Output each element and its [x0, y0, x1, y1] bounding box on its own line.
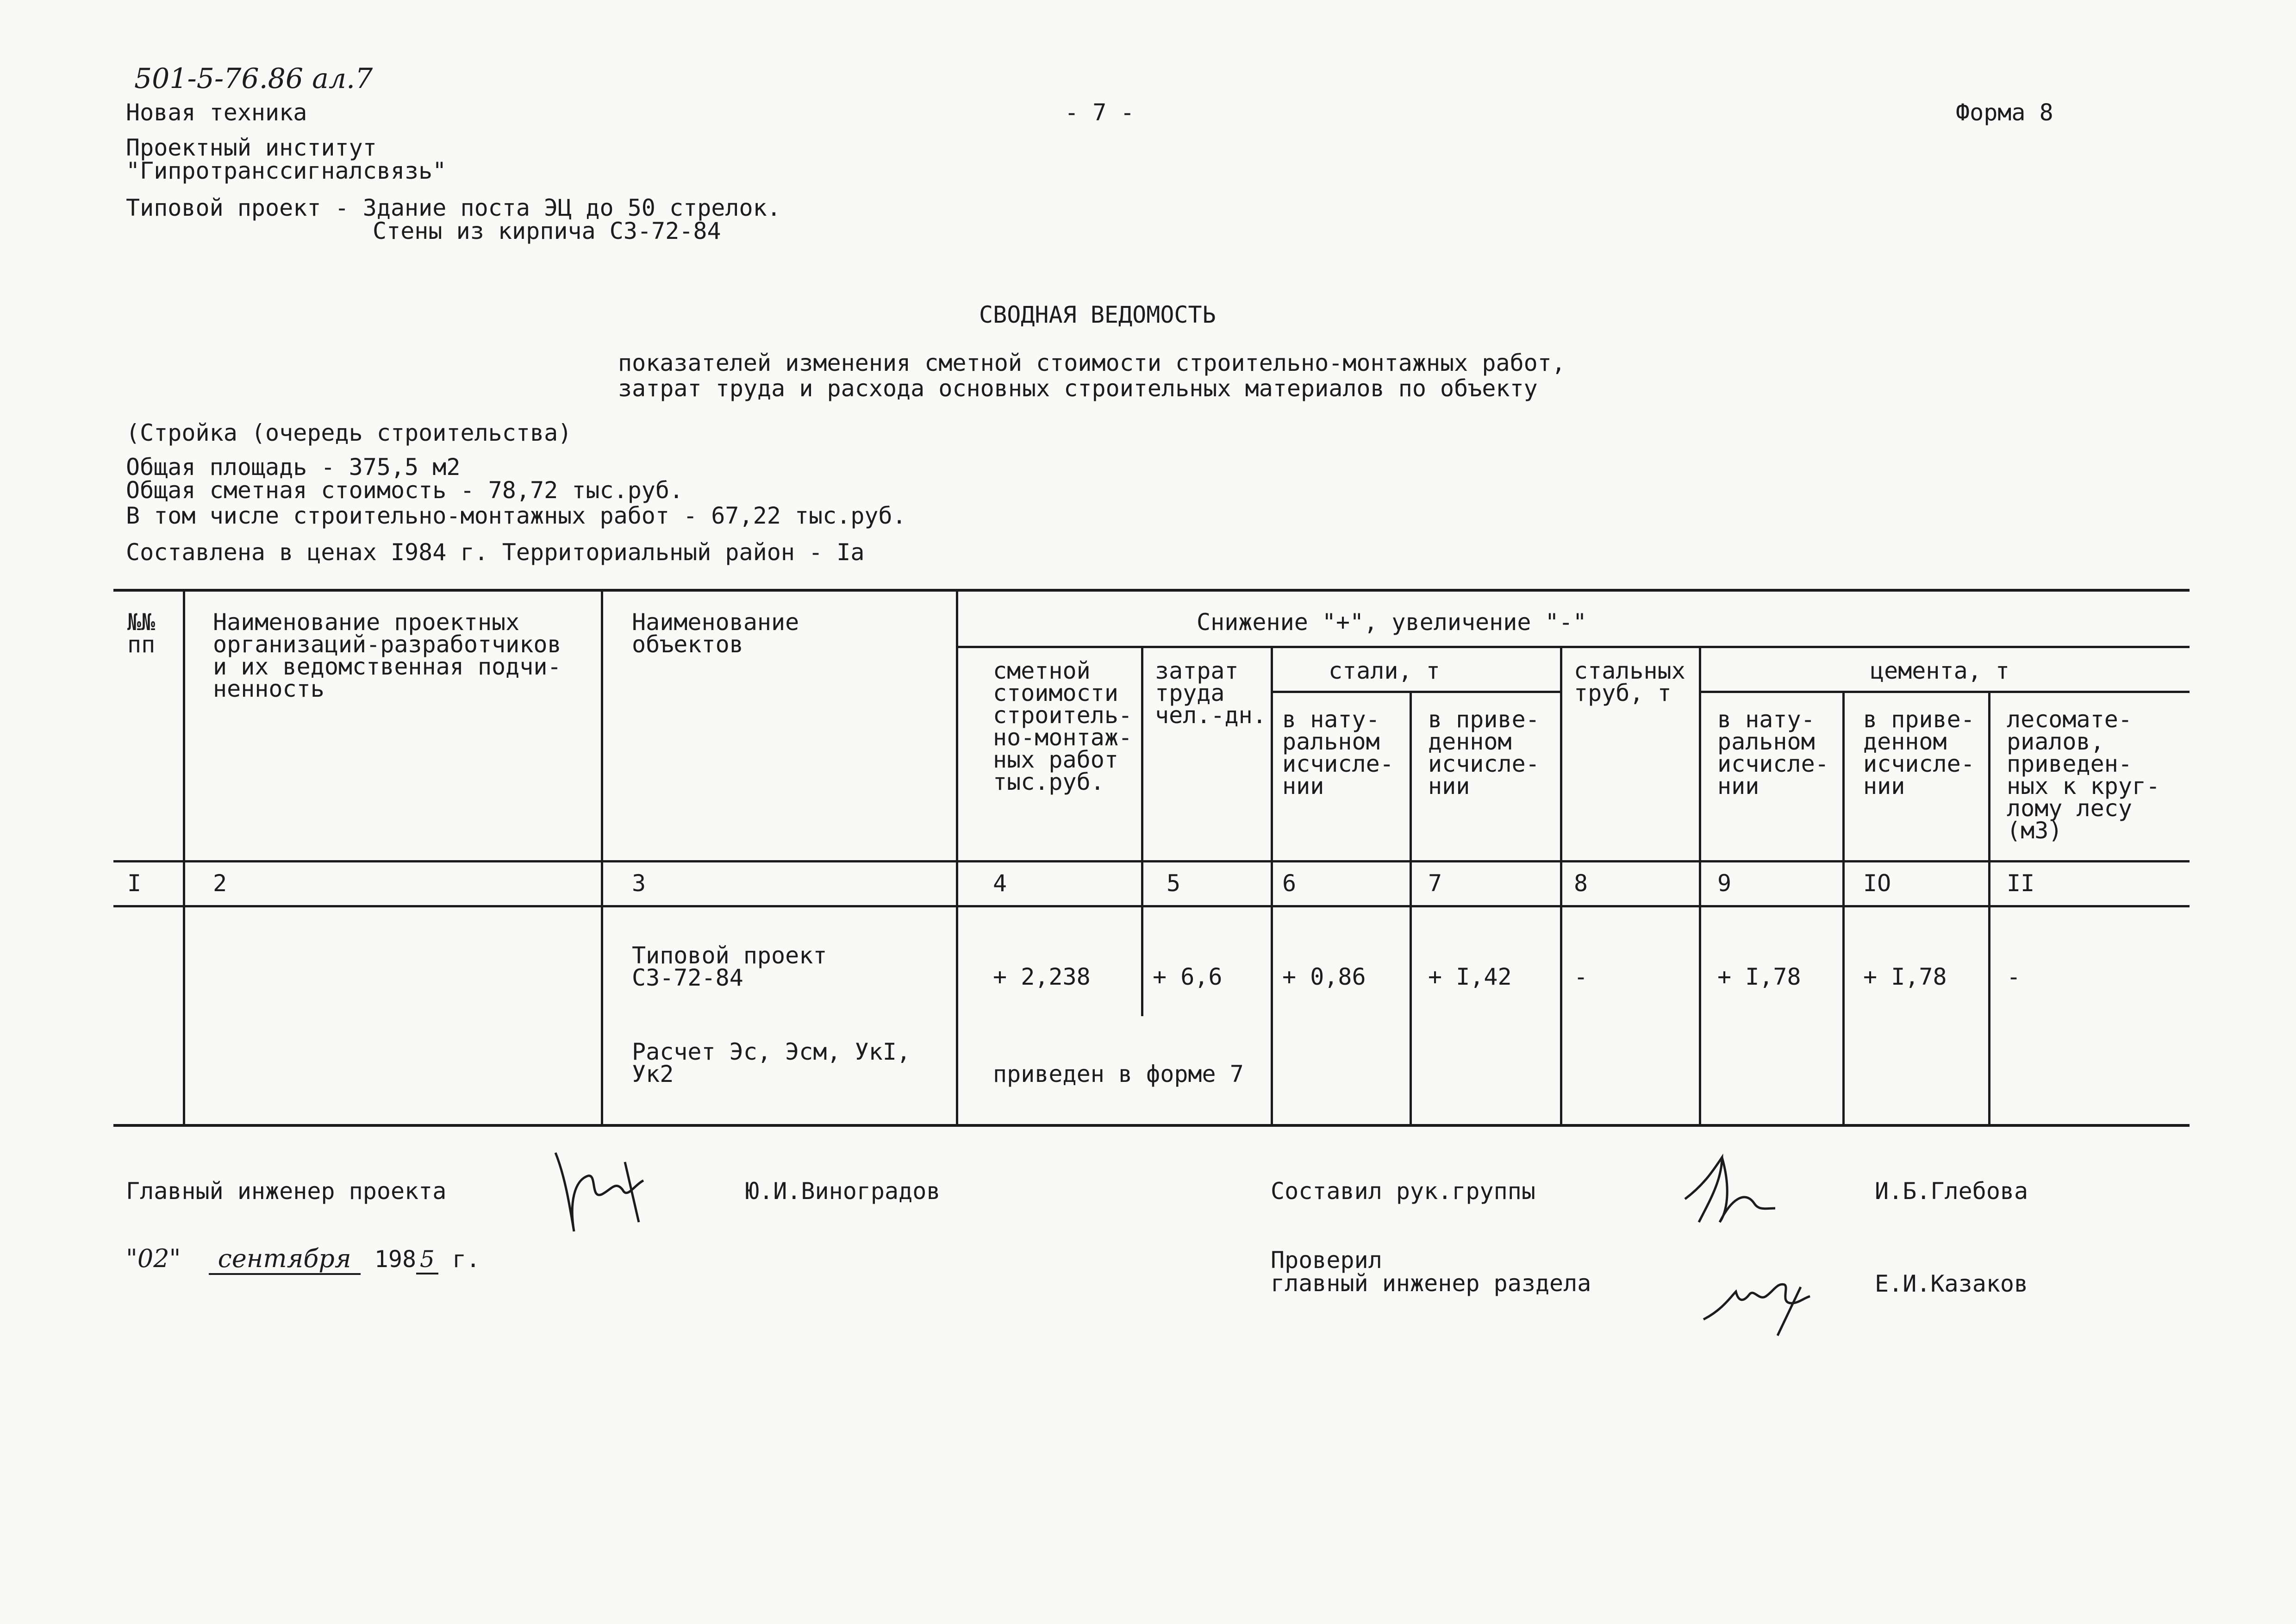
value-cement-reduced: + I,78: [1863, 963, 1947, 990]
column-number-4: 4: [993, 870, 1007, 897]
header-col-cement-reduced: в приве- денном исчисле- нии: [1863, 706, 1975, 800]
header-cement: цемента, т: [1870, 657, 2010, 684]
compiled-by-name: И.Б.Глебова: [1875, 1178, 2028, 1205]
table-bottom-border: [113, 1124, 2190, 1127]
col-divider-3: [956, 589, 958, 1126]
header-col-organizations: Наименование проектных организаций-разработчиков и их ведомственная подчи- ненность: [213, 609, 562, 702]
header-col-labor: затрат труда чел.-дн.: [1155, 657, 1267, 729]
value-steel-reduced: + I,42: [1428, 963, 1512, 990]
project-line-2: Стены из кирпича СЗ-72-84: [373, 218, 721, 244]
column-number-8: 8: [1574, 870, 1588, 897]
value-steel-pipes: -: [1574, 963, 1588, 990]
column-number-9: 9: [1717, 870, 1732, 897]
total-area: Общая площадь - 375,5 м2: [126, 454, 461, 481]
compiled-by-label: Составил рук.группы: [1271, 1178, 1535, 1205]
col-divider-2: [601, 589, 603, 1126]
subtitle-line-2: затрат труда и расхода основных строительных материалов по объекту: [618, 375, 1538, 402]
col-divider-6: [1410, 691, 1412, 1125]
table-top-border: [113, 589, 2190, 592]
header-col-estimated-cost: сметной стоимости строитель- но-монтаж- ных работ тыс.руб.: [993, 657, 1133, 795]
handwritten-reference: 501-5-76.86 ал.7: [134, 62, 373, 95]
col-divider-9: [1842, 691, 1845, 1125]
object-name: Типовой проект СЗ-72-84: [632, 942, 827, 991]
column-number-6: 6: [1282, 870, 1297, 897]
header-col-steel-pipes: стальных труб, т: [1574, 657, 1685, 706]
date-month: сентября: [209, 1244, 361, 1275]
header-steel: стали, т: [1329, 657, 1440, 684]
value-steel-natural: + 0,86: [1282, 963, 1366, 990]
institute-line-1: Проектный институт: [126, 134, 377, 161]
date-year-digit: 5: [416, 1246, 438, 1274]
value-estimated-cost: + 2,238: [993, 963, 1091, 990]
header-col-steel-natural: в нату- ральном исчисле- нии: [1282, 706, 1394, 800]
date-year-prefix: 198: [374, 1246, 417, 1273]
construction-label: (Стройка (очередь строительства): [126, 419, 572, 446]
checked-by-label-2: главный инженер раздела: [1271, 1270, 1591, 1297]
checked-by-name: Е.И.Казаков: [1875, 1270, 2028, 1297]
column-number-10: IO: [1863, 870, 1891, 897]
date-day: "02": [126, 1244, 181, 1273]
column-number-7: 7: [1428, 870, 1442, 897]
prices-note: Составлена в ценах I984 г. Территориальный район - Iа: [126, 539, 865, 566]
value-cement-natural: + I,78: [1717, 963, 1801, 990]
header-col-timber: лесомате- риалов, приведен- ных к круг- лому лесу (м3): [2007, 706, 2160, 844]
header-col-objects: Наименование объектов: [632, 609, 799, 658]
form-label: Форма 8: [1956, 99, 2053, 126]
column-number-2: 2: [213, 870, 227, 897]
col-divider-8: [1699, 646, 1701, 1125]
checked-by-label-1: Проверил: [1271, 1247, 1382, 1274]
smr-cost: В том числе строительно-монтажных работ - 67,22 тыс.руб.: [126, 502, 906, 529]
col-divider-1: [183, 589, 185, 1126]
value-labor: + 6,6: [1153, 963, 1223, 990]
institute-line-2: "Гипротранссигналсвязь": [126, 157, 447, 184]
calc-note: приведен в форме 7: [993, 1061, 1244, 1087]
chief-engineer-label: Главный инженер проекта: [126, 1178, 447, 1205]
chief-engineer-signature: [546, 1134, 667, 1255]
column-number-11: II: [2007, 870, 2035, 897]
header-col-number: №№ пп: [127, 609, 156, 658]
steel-header-divider: [1271, 691, 1560, 693]
total-cost: Общая сметная стоимость - 78,72 тыс.руб.: [126, 477, 684, 504]
column-number-1: I: [127, 870, 142, 897]
page-number: - 7 -: [1065, 99, 1135, 126]
value-timber: -: [2007, 963, 2021, 990]
col-divider-10: [1988, 691, 1990, 1125]
header-bottom-border: [113, 860, 2190, 862]
header-col-steel-reduced: в приве- денном исчисле- нии: [1428, 706, 1540, 800]
checked-by-signature: [1699, 1259, 1838, 1343]
header-group-change: Снижение "+", увеличение "-": [1197, 609, 1587, 636]
col-divider-7: [1560, 646, 1562, 1125]
subtitle-line-1: показателей изменения сметной стоимости строительно-монтажных работ,: [618, 350, 1566, 376]
project-line-1: Типовой проект - Здание поста ЭЦ до 50 стрелок.: [126, 194, 781, 221]
header-col-cement-natural: в нату- ральном исчисле- нии: [1717, 706, 1829, 800]
page-title: СВОДНАЯ ВЕДОМОСТЬ: [979, 301, 1216, 328]
date-suffix: г.: [452, 1246, 480, 1273]
chief-engineer-name: Ю.И.Виноградов: [745, 1178, 941, 1205]
calc-label: Расчет Эс, Эсм, УкI, Ук2: [632, 1038, 911, 1087]
column-number-3: 3: [632, 870, 646, 897]
number-row-border: [113, 905, 2190, 907]
org-line: Новая техника: [126, 99, 307, 126]
column-number-5: 5: [1167, 870, 1181, 897]
date-line: [126, 1246, 480, 1271]
col-divider-5: [1271, 646, 1273, 1125]
compiled-by-signature: [1676, 1143, 1782, 1236]
col-divider-4: [1141, 646, 1143, 1016]
cement-header-divider: [1699, 691, 2190, 693]
